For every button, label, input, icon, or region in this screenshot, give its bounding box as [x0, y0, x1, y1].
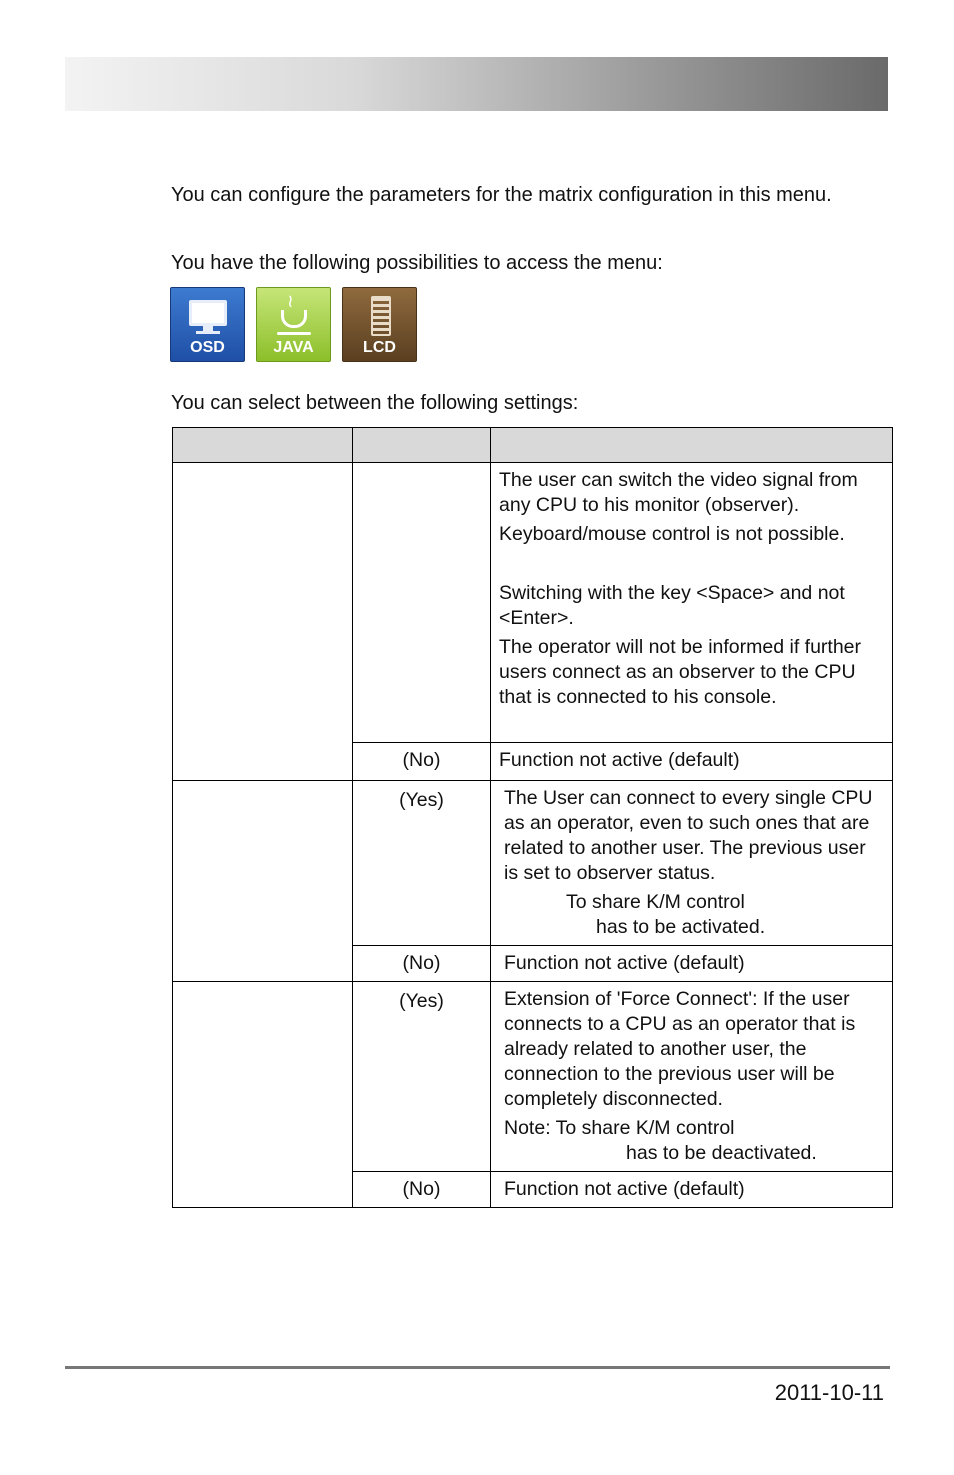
header-bar: [65, 57, 888, 111]
settings-table: [172, 427, 893, 1208]
table-row: [173, 781, 893, 946]
setting-name-cell: [173, 982, 353, 1208]
table-header-cell: [173, 428, 353, 463]
footer-date: 2011-10-11: [774, 1380, 884, 1405]
description-cell: Function not active (default): [491, 1172, 893, 1208]
description-text: Keyboard/mouse control is not possible.: [499, 523, 845, 545]
lcd-icon: [342, 287, 417, 362]
java-icon: ≀ JAVA: [256, 287, 331, 362]
description-text: Extension of 'Force Connect': If the user connects to a CPU as an operator that is already related to another user, the connection to the previous user will be completely disconnected.: [504, 988, 856, 1110]
note-text: has to be activated.: [596, 916, 766, 938]
table-header-cell: [353, 428, 491, 463]
value-cell: (No): [353, 1172, 491, 1208]
osd-icon-label: OSD: [190, 339, 225, 356]
description-cell: [491, 982, 893, 1172]
value-cell: (No): [353, 946, 491, 982]
keypad-icon: [371, 296, 391, 336]
description-cell: [491, 463, 893, 743]
description-text: The user can switch the video signal from any CPU to his monitor (observer).: [499, 469, 858, 516]
lcd-icon-label: LCD: [363, 339, 396, 356]
table-header-row: [173, 428, 893, 463]
note-text: has to be deactivated.: [626, 1142, 817, 1164]
setting-name-cell: [173, 463, 353, 781]
note-text: Note: To share K/M control: [504, 1117, 735, 1139]
value-cell: (Yes): [353, 781, 491, 946]
table-row: [173, 982, 893, 1172]
footer-rule: [65, 1366, 890, 1369]
value-cell: (Yes): [353, 982, 491, 1172]
table-row: [173, 463, 893, 743]
setting-name-cell: [173, 781, 353, 982]
osd-icon: [170, 287, 245, 362]
description-text: The operator will not be informed if further users connect as an observer to the CPU that is connected to his console.: [499, 636, 862, 708]
value-cell: [353, 463, 491, 743]
description-cell: Function not active (default): [491, 946, 893, 982]
description-cell: [491, 781, 893, 946]
java-icon-label: JAVA: [273, 339, 314, 356]
description-text: The User can connect to every single CPU as an operator, even to such ones that are related to another user. The previous user is set to observer status.: [504, 787, 873, 884]
coffee-cup-icon: [281, 310, 307, 328]
note-text: To share K/M control: [566, 891, 745, 913]
settings-intro-text: You can select between the following settings:: [171, 392, 579, 414]
table-header-cell: [491, 428, 893, 463]
description-cell: Function not active (default): [491, 743, 893, 781]
monitor-icon: [189, 300, 227, 326]
value-cell: (No): [353, 743, 491, 781]
intro-text: You can configure the parameters for the matrix configuration in this menu.: [171, 184, 832, 206]
description-text: Switching with the key <Space> and not <Enter>.: [499, 582, 845, 629]
access-text: You have the following possibilities to access the menu:: [171, 252, 663, 274]
